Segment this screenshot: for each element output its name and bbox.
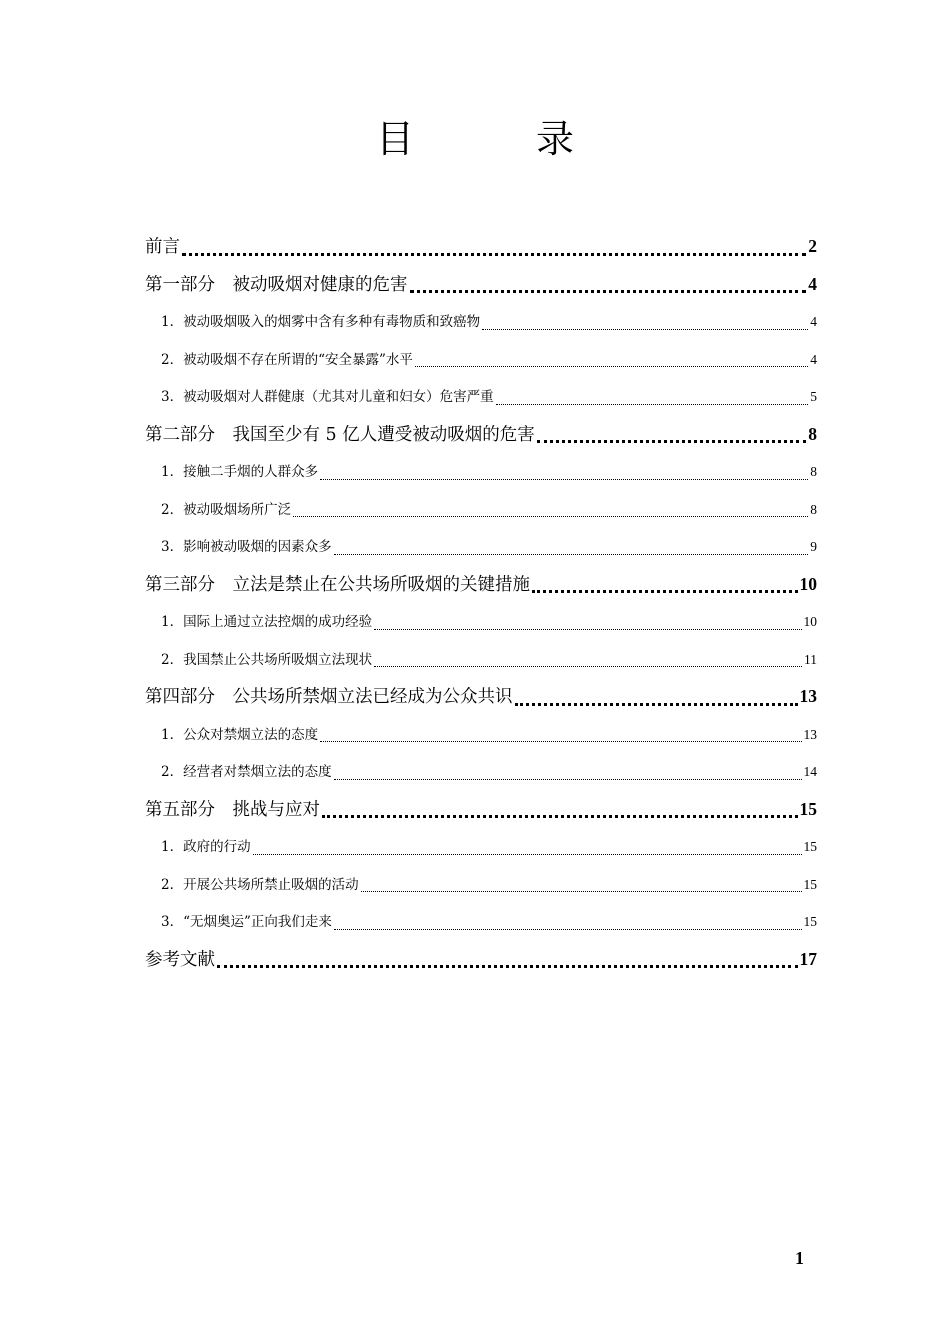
- toc-entry-2-3[interactable]: [145, 528, 817, 566]
- toc-entry-part-1[interactable]: [145, 266, 817, 304]
- toc-entry-page: 15: [803, 839, 817, 854]
- toc-entry-5-3[interactable]: [145, 903, 817, 941]
- dot-leader: [253, 828, 802, 866]
- toc-entry-page: 13: [803, 726, 817, 742]
- page-number: 1: [795, 1248, 804, 1268]
- toc-entry-page: 11: [804, 651, 817, 667]
- dot-leader: [334, 753, 802, 791]
- dot-leader: [217, 941, 798, 979]
- dot-leader: [374, 603, 801, 641]
- toc-entry-page: 8: [810, 501, 817, 517]
- toc-entry-label: 3．“无烟奥运”正向我们走来: [161, 914, 332, 930]
- toc-entry-page: 2: [808, 236, 817, 256]
- dot-leader: [293, 491, 808, 529]
- dot-leader: [410, 266, 807, 304]
- toc-entry-page: 13: [799, 686, 817, 706]
- toc-entry-label: 1．公众对禁烟立法的态度: [161, 726, 319, 743]
- toc-entry-3-1[interactable]: [145, 603, 817, 641]
- toc-entry-label: 1．国际上通过立法控烟的成功经验: [161, 614, 373, 630]
- dot-leader: [515, 678, 798, 716]
- toc-entry-part-5[interactable]: [145, 791, 817, 829]
- toc-entry-label: 1．被动吸烟吸入的烟雾中含有多种有毒物质和致癌物: [161, 314, 481, 330]
- toc-entry-4-1[interactable]: [145, 716, 817, 754]
- dot-leader: [322, 791, 798, 829]
- dot-leader: [361, 866, 802, 904]
- toc-entry-page: 8: [810, 464, 817, 479]
- toc-entry-page: 15: [803, 876, 817, 892]
- dot-leader: [532, 566, 798, 604]
- toc-entry-page: 4: [808, 273, 817, 294]
- table-of-contents: [145, 228, 817, 978]
- toc-entry-4-2[interactable]: [145, 753, 817, 791]
- toc-entry-references[interactable]: [145, 941, 817, 979]
- toc-entry-1-3[interactable]: [145, 378, 817, 416]
- dot-leader: [374, 641, 802, 679]
- dot-leader: [415, 341, 808, 379]
- toc-entry-label: 2．开展公共场所禁止吸烟的活动: [161, 876, 359, 893]
- dot-leader: [334, 528, 809, 566]
- toc-entry-label: 前言: [145, 237, 180, 257]
- toc-entry-label: 第三部分 立法是禁止在公共场所吸烟的关键措施: [145, 574, 530, 595]
- toc-entry-5-2[interactable]: [145, 866, 817, 904]
- toc-entry-label: 参考文献: [145, 949, 215, 970]
- dot-leader: [334, 903, 802, 941]
- dot-leader: [320, 716, 801, 754]
- toc-entry-page: 5: [810, 389, 817, 404]
- toc-entry-label: 3．被动吸烟对人群健康（尤其对儿童和妇女）危害严重: [161, 389, 494, 405]
- toc-entry-part-2[interactable]: [145, 416, 817, 454]
- toc-entry-3-2[interactable]: [145, 641, 817, 679]
- toc-entry-2-2[interactable]: [145, 491, 817, 529]
- toc-entry-1-2[interactable]: [145, 341, 817, 379]
- toc-entry-page: 8: [808, 423, 817, 444]
- toc-entry-label: 2．经营者对禁烟立法的态度: [161, 764, 332, 780]
- toc-entry-page: 10: [799, 573, 817, 594]
- toc-entry-page: 9: [810, 539, 817, 554]
- toc-entry-label: 1．政府的行动: [161, 839, 251, 855]
- toc-entry-2-1[interactable]: [145, 453, 817, 491]
- toc-entry-label: 2．被动吸烟不存在所谓的“安全暴露”水平: [161, 351, 413, 368]
- toc-entry-part-3[interactable]: [145, 566, 817, 604]
- toc-entry-label: 第二部分 我国至少有 5 亿人遭受被动吸烟的危害: [145, 424, 535, 445]
- toc-entry-label: 第四部分 公共场所禁烟立法已经成为公众共识: [145, 687, 513, 707]
- toc-entry-label: 2．被动吸烟场所广泛: [161, 501, 292, 518]
- toc-entry-label: 1．接触二手烟的人群众多: [161, 464, 319, 480]
- dot-leader: [482, 303, 808, 341]
- dot-leader: [320, 453, 808, 491]
- toc-entry-label: 第五部分 挑战与应对: [145, 799, 320, 820]
- dot-leader: [537, 416, 806, 454]
- toc-entry-page: 14: [803, 764, 817, 779]
- toc-entry-label: 3．影响被动吸烟的因素众多: [161, 539, 332, 555]
- toc-entry-label: 2．我国禁止公共场所吸烟立法现状: [161, 651, 373, 668]
- page-title: 目 录: [375, 117, 616, 161]
- toc-entry-5-1[interactable]: [145, 828, 817, 866]
- toc-entry-page: 15: [803, 914, 817, 929]
- dot-leader: [496, 378, 809, 416]
- toc-entry-part-4[interactable]: [145, 678, 817, 716]
- toc-entry-1-1[interactable]: [145, 303, 817, 341]
- toc-entry-page: 17: [799, 948, 817, 969]
- toc-entry-label: 第一部分 被动吸烟对健康的危害: [145, 274, 408, 295]
- toc-entry-page: 4: [810, 351, 817, 367]
- toc-entry-page: 4: [810, 314, 817, 329]
- toc-entry-preface[interactable]: [145, 228, 817, 266]
- toc-entry-page: 10: [803, 614, 817, 629]
- toc-entry-page: 15: [799, 798, 817, 819]
- dot-leader: [182, 228, 806, 266]
